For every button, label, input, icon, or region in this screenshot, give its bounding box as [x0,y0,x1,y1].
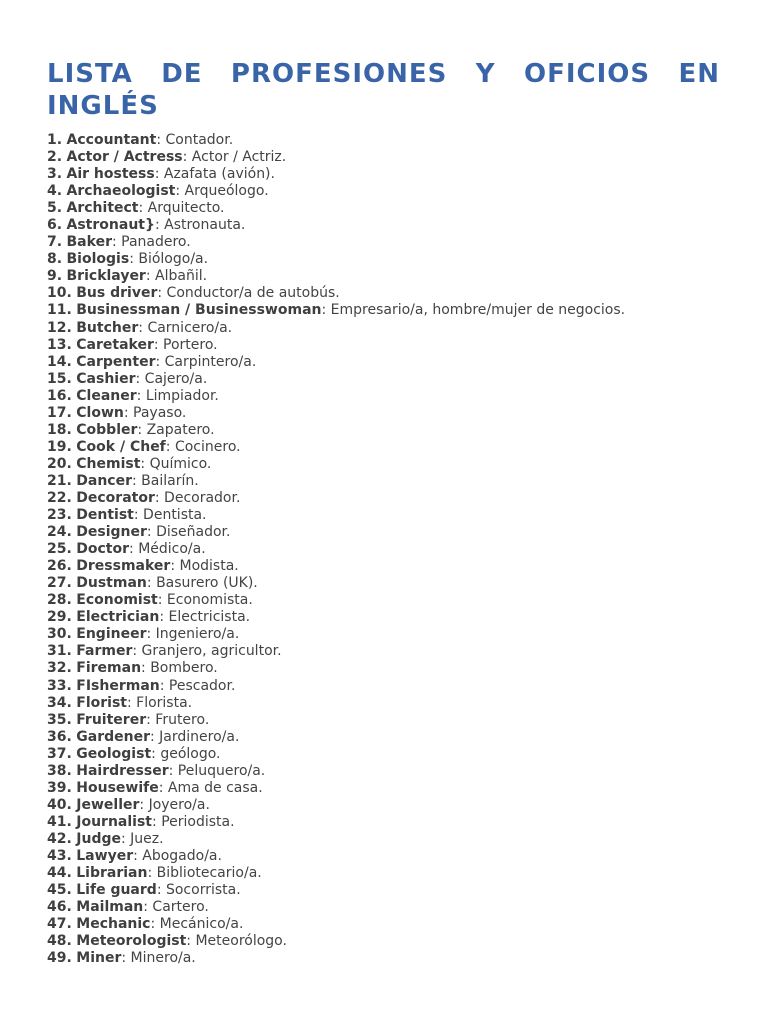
item-separator: : [146,575,157,592]
document-page [47,58,720,967]
item-number: 1. [47,132,63,148]
item-separator: : [141,660,151,677]
list-item [47,814,720,831]
item-number: 15. [47,370,72,387]
item-translation: Minero/a. [130,950,196,967]
list-item [47,729,720,746]
item-separator: : [157,285,167,302]
item-number: 45. [47,882,72,899]
item-number: 12. [47,319,72,336]
item-term: Clown [76,404,124,421]
item-separator: : [121,950,131,967]
item-translation: Médico/a. [138,541,206,558]
item-separator: : [157,592,167,609]
item-separator: : [153,336,164,353]
item-translation: Joyero/a. [148,796,210,813]
item-term: Mechanic [76,916,151,933]
item-term: Hairdresser [76,762,169,779]
list-item [47,473,720,490]
list-item [47,558,720,575]
item-term: Electrician [76,609,160,626]
item-number: 3. [47,166,63,183]
item-term: Caretaker [76,336,154,353]
list-item [47,797,720,814]
item-separator: : [126,694,137,711]
item-term: Florist [76,694,127,711]
item-number: 17. [47,404,72,421]
page-title: LISTA DE PROFESIONES Y OFICIOS EN INGLÉS [47,59,720,121]
item-number: 36. [47,728,72,745]
item-term: Cook / Chef [76,438,166,455]
item-number: 37. [47,745,72,762]
item-separator: : [143,899,153,916]
item-number: 33. [47,677,72,694]
item-translation: Empresario/a, hombre/mujer de negocios. [330,302,626,319]
item-translation: geólogo. [160,745,221,762]
item-separator: : [136,387,146,404]
item-number: 39. [47,779,72,796]
item-number: 47. [47,916,72,933]
list-item [47,439,720,456]
item-term: Butcher [76,319,139,336]
item-translation: Ingeniero/a. [155,626,240,643]
item-number: 5. [47,200,63,217]
item-term: Air hostess [66,166,155,183]
item-term: FIsherman [76,677,160,694]
item-number: 24. [47,524,72,541]
list-item [47,916,720,933]
item-number: 34. [47,694,72,711]
list-item [47,626,720,643]
item-term: Jeweller [76,796,140,813]
item-term: Judge [76,830,121,847]
item-translation: Peluquero/a. [177,762,266,779]
item-term: Baker [66,234,112,251]
item-separator: : [137,421,147,438]
item-term: Gardener [76,728,150,745]
item-translation: Arquitecto. [147,200,225,217]
item-translation: Químico. [149,455,212,472]
item-separator: : [146,711,156,728]
item-number: 48. [47,933,72,950]
item-term: Cashier [76,370,136,387]
item-number: 35. [47,711,72,728]
item-separator: : [150,728,160,745]
list-item [47,780,720,797]
item-translation: Bailarín. [141,472,199,489]
item-number: 8. [47,251,63,268]
list-item [47,456,720,473]
item-number: 2. [47,149,63,166]
item-number: 16. [47,387,72,404]
list-item [47,746,720,763]
item-separator: : [146,524,157,541]
item-separator: : [175,183,185,200]
item-translation: Limpiador. [145,387,219,404]
profession-list [47,132,720,967]
item-term: Accountant [66,132,157,148]
item-term: Businessman / Businesswoman [76,302,322,319]
item-term: Journalist [76,813,153,830]
item-term: Engineer [76,626,147,643]
item-number: 32. [47,660,72,677]
list-item [47,166,720,183]
item-number: 30. [47,626,72,643]
list-item [47,422,720,439]
item-translation: Arqueólogo. [184,183,269,200]
item-separator: : [155,353,165,370]
item-separator: : [168,762,178,779]
item-separator: : [150,916,160,933]
item-term: Doctor [76,541,130,558]
item-translation: Frutero. [155,711,210,728]
list-item [47,933,720,950]
item-translation: Cocinero. [174,438,241,455]
item-separator: : [129,251,139,268]
item-term: Bricklayer [66,268,146,285]
item-term: Cleaner [76,387,137,404]
item-separator: : [140,455,150,472]
list-item [47,695,720,712]
item-term: Actor / Actress [66,149,183,166]
item-translation: Decorador. [164,489,241,506]
list-item [47,524,720,541]
item-term: Dentist [76,507,134,524]
item-number: 31. [47,643,72,660]
item-number: 7. [47,234,63,251]
item-term: Designer [76,524,147,541]
item-number: 20. [47,455,72,472]
item-number: 4. [47,183,63,200]
list-item [47,575,720,592]
item-translation: Jardinero/a. [159,728,240,745]
list-item [47,507,720,524]
list-item [47,217,720,234]
item-translation: Florista. [136,694,193,711]
item-number: 41. [47,813,72,830]
item-translation: Pescador. [168,677,236,694]
item-separator: : [154,166,164,183]
item-number: 42. [47,830,72,847]
item-translation: Diseñador. [156,524,231,541]
item-term: Chemist [76,455,141,472]
item-translation: Azafata (avión). [163,166,275,183]
list-item [47,899,720,916]
item-number: 10. [47,285,72,302]
item-translation: Contador. [165,132,234,148]
item-separator: : [123,404,134,421]
item-number: 18. [47,421,72,438]
item-number: 14. [47,353,72,370]
item-translation: Basurero (UK). [156,575,258,592]
item-translation: Panadero. [121,234,191,251]
item-number: 22. [47,489,72,506]
list-item [47,831,720,848]
item-term: Dancer [76,472,132,489]
item-term: Life guard [76,882,157,899]
item-number: 49. [47,950,72,967]
list-item [47,234,720,251]
item-number: 38. [47,762,72,779]
item-separator: : [147,865,157,882]
list-item [47,251,720,268]
item-term: Housewife [76,779,159,796]
item-translation: Albañil. [155,268,208,285]
item-separator: : [138,319,148,336]
item-separator: : [138,200,148,217]
item-translation: Cartero. [152,899,209,916]
item-term: Fruiterer [76,711,147,728]
item-number: 27. [47,575,72,592]
item-translation: Portero. [163,336,218,353]
item-translation: Cajero/a. [144,370,208,387]
item-translation: Astronauta. [164,217,246,234]
item-term: Carpenter [76,353,156,370]
item-translation: Conductor/a de autobús. [166,285,340,302]
item-separator: : [132,643,142,660]
item-translation: Biólogo/a. [138,251,209,268]
item-term: Librarian [76,865,148,882]
item-translation: Economista. [166,592,253,609]
list-item [47,320,720,337]
item-separator: : [156,132,166,148]
item-translation: Electricista. [168,609,251,626]
item-number: 13. [47,336,72,353]
list-item [47,643,720,660]
item-translation: Actor / Actriz. [191,149,287,166]
item-term: Archaeologist [66,183,176,200]
item-separator: : [129,541,139,558]
list-item [47,541,720,558]
item-separator: : [151,745,161,762]
item-translation: Mecánico/a. [159,916,244,933]
item-term: Dustman [76,575,147,592]
item-separator: : [165,438,175,455]
item-translation: Modista. [179,558,239,575]
item-separator: : [135,370,145,387]
item-separator: : [159,609,169,626]
item-separator: : [170,558,180,575]
item-term: Biologis [66,251,130,268]
item-term: Astronaut} [66,217,155,234]
list-item [47,712,720,729]
item-term: Bus driver [76,285,158,302]
list-item [47,848,720,865]
list-item [47,285,720,302]
list-item [47,592,720,609]
item-translation: Ama de casa. [167,779,263,796]
list-item [47,678,720,695]
list-item [47,132,720,149]
item-number: 28. [47,592,72,609]
list-item [47,200,720,217]
item-number: 46. [47,899,72,916]
item-separator: : [186,933,196,950]
item-separator: : [133,507,144,524]
list-item [47,609,720,626]
item-number: 44. [47,865,72,882]
item-translation: Abogado/a. [142,847,222,864]
item-term: Miner [76,950,122,967]
item-translation: Periodista. [161,813,235,830]
list-item [47,660,720,677]
item-separator: : [132,472,142,489]
item-translation: Granjero, agricultor. [141,643,282,660]
item-term: Architect [66,200,139,217]
item-translation: Carnicero/a. [147,319,233,336]
list-item [47,865,720,882]
item-number: 40. [47,796,72,813]
list-item [47,882,720,899]
item-separator: : [146,626,156,643]
item-term: Dressmaker [76,558,171,575]
item-translation: Bibliotecario/a. [156,865,262,882]
item-separator: : [120,830,131,847]
list-item [47,337,720,354]
item-term: Meteorologist [76,933,187,950]
item-translation: Meteorólogo. [195,933,287,950]
item-separator: : [111,234,122,251]
list-item [47,763,720,780]
item-translation: Bombero. [150,660,218,677]
item-term: Lawyer [76,847,134,864]
list-item [47,490,720,507]
list-item [47,354,720,371]
item-number: 29. [47,609,72,626]
item-number: 26. [47,558,72,575]
item-translation: Zapatero. [146,421,215,438]
item-term: Farmer [76,643,133,660]
item-translation: Carpintero/a. [164,353,257,370]
item-translation: Payaso. [133,404,187,421]
list-item [47,268,720,285]
list-item [47,149,720,166]
item-term: Decorator [76,489,155,506]
item-number: 21. [47,472,72,489]
item-separator: : [182,149,192,166]
item-term: Geologist [76,745,152,762]
item-separator: : [156,882,166,899]
item-translation: Juez. [130,830,164,847]
item-separator: : [139,796,149,813]
item-term: Mailman [76,899,144,916]
list-item [47,388,720,405]
list-item [47,183,720,200]
item-separator: : [159,677,169,694]
item-separator: : [152,813,162,830]
item-separator: : [133,847,143,864]
item-number: 19. [47,438,72,455]
item-translation: Socorrista. [165,882,241,899]
item-number: 11. [47,302,72,319]
item-term: Cobbler [76,421,138,438]
item-number: 23. [47,507,72,524]
item-number: 6. [47,217,63,234]
item-separator: : [158,779,168,796]
list-item [47,371,720,388]
list-item [47,302,720,319]
item-separator: : [154,489,165,506]
item-number: 25. [47,541,72,558]
item-separator: : [154,217,165,234]
item-term: Fireman [76,660,142,677]
item-number: 9. [47,268,63,285]
item-separator: : [145,268,156,285]
list-item [47,405,720,422]
item-term: Economist [76,592,158,609]
item-number: 43. [47,847,72,864]
item-separator: : [321,302,331,319]
list-item [47,950,720,967]
item-translation: Dentista. [143,507,207,524]
